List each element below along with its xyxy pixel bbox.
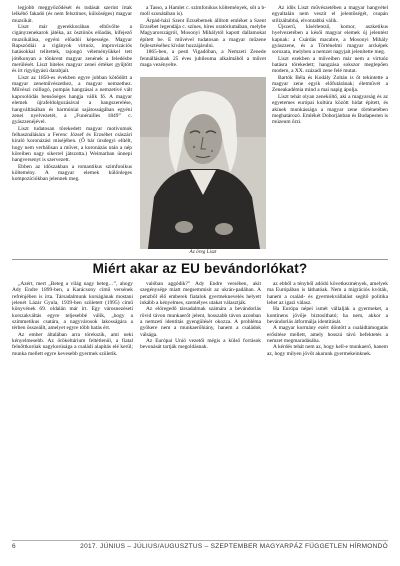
paragraph: Liszt már gyerekkorában elbűvölte a cigányzenekarok játéka, az ösztönös előadás, kifejező muzsikálása, egyéni előadói képessége. Magyar Rapszódiái a cigányok virtuóz, improvizációs hatásokkal telítettek, rajongó véleményükkel tett jótékonyan a tönkrent magyar zenének a feledésbe merülését. Liszt hiteles magyar zenei értéket gyűjtött és írt rigyógyású darabjait. bbox=[12, 24, 132, 75]
paragraph: Liszt ezekben a műveiben már nem a virtuóz hatásra törekedett; hangzása sokszor meglepően modern, a XX. századi zene felé mutat. bbox=[272, 55, 388, 75]
eu-article-column-1 bbox=[12, 281, 133, 536]
paragraph: a Tasso, a Hamlet c. szimfonikus költemények, sőt a b-moll szonátában is). bbox=[140, 5, 266, 18]
paragraph: „Azért, mert „Beteg a világ nagy beteg…”, ahogy Ady Endre 1899-ben, a Karácsony című versének refrénjében is írta. Társadalmunk korságának mostani jelenét Lázár Gyula, 1939-ben született (1995) című könyvének 69. oldalán már írt. Egy városnezéseti korszakváltás egyre teljesebbé válik, „hogy a szimmetikus csatára, a nagyvárosok lakosságára a térben összeállt, amelyet egyre több hatás ért. bbox=[12, 281, 133, 332]
paragraph: Az elöregedő társadalmak számára a bevándorlás rövid távon munkaerőt jelent, hosszabb távon azonban a nemzeti identitás gyengülését okozza. A probléma gyökere nem a munkaerőhiány, hanem a családok válsága. bbox=[140, 306, 261, 338]
liszt-article-column-2-text bbox=[140, 5, 266, 73]
page-footer bbox=[12, 543, 388, 553]
paragraph: Újszerű, kísérletező, komor, aszketikus hyelvezetében a késői magyar elemek új jelentést kapnak: a Csárdás macabre, a Mosonyi Mihály gyászzene, és a Történelmi magyar arcképek sorozata, melyben a nemzet nagyjait jelenítette meg. bbox=[272, 24, 388, 56]
paragraph: legjobb meggyőződését és tudását szerint írtak lelkébő fakadó (és nem felsztines, külsöséges) magyar muzsikát. bbox=[12, 5, 132, 24]
paragraph: 1865-ben, a pesti Vigadóban, a Nemzeti Zenede fennállásának 25 éves jubileuma alkalmából a művet maga vezényelte. bbox=[140, 49, 266, 69]
paragraph: az ebből a tényből adódó következmények, amelyek ma Európában is láthatóak. Nem a migrációs kvóták, hanem a család- és gyermekvállalást segítő politika lehet az igazi válasz. bbox=[267, 281, 388, 307]
eu-article bbox=[12, 281, 388, 536]
paragraph: Ha Európa népei ismét vállalják a gyermeket, a kontinens jövője biztosítható; ha nem, akkor a bevándorlás átformálja identitását. bbox=[267, 306, 388, 326]
section-divider bbox=[12, 259, 388, 260]
liszt-portrait-photo bbox=[140, 77, 266, 249]
footer-divider bbox=[12, 540, 388, 541]
paragraph: Az Európai Unió vezetői mégis a külső források bevonását tartják megoldásnak. bbox=[140, 338, 261, 351]
paragraph: Liszt tehát olyan zeneköltő, aki a magyarság és az egyetemes európai kultúra között hidat épített, és akinek munkássága a magyar zene történetében meghatározó. Emlékét Doborjánban és Budapesten is múzeum őrzi. bbox=[272, 93, 388, 126]
article-headline: Miért akar az EU bevándorlókat? bbox=[92, 261, 308, 276]
liszt-article-column-3 bbox=[272, 5, 388, 257]
eu-article-column-3 bbox=[267, 281, 388, 536]
paragraph: Ebben az időszakban a romantikus szimfonikus költemény. A magyar elemek különleges kompozíciókban jelennek meg. bbox=[12, 163, 132, 183]
photo-caption: Az öreg Liszt bbox=[189, 249, 217, 255]
liszt-article bbox=[12, 5, 388, 257]
liszt-article-column-1 bbox=[12, 5, 132, 257]
page-number: 6 bbox=[12, 543, 16, 550]
publication-info: 2017. JÚNIUS – JÚLIUS/AUGUSZTUS – SZEPTEMBER MAGYARPÁZ FÜGGETLEN HÍRMONDÓ bbox=[80, 543, 388, 550]
paragraph: Bartók Béla és Kodály Zoltán is őt tekintette a magyar zene egyik előfutárának; életművét a Zeneakadémia mind a mai napig ápolja. bbox=[272, 74, 388, 94]
paragraph: A magyar kormány ezért döntött a családtámogatás erősítése mellett, amely hosszú távú befektetés a nemzet megmaradásába. bbox=[267, 325, 388, 345]
liszt-article-column-2 bbox=[140, 5, 266, 257]
paragraph: Az ember általában arra törekszik, ami neki kényelmesebb. Az örökeltárium feltétlenül, a fiatal felnőttkorúak nagykorúsága a családi alapítás elé kerül; munka mellett egyre kevesebb gyermek születik. bbox=[12, 331, 133, 357]
paragraph: valóban aggódik?” Ady Endre versében, akit szegénysége miatt megsemmisít az ukrán-padában. A penzből élő emberek fiatalok gyermeknevelés helyett inkább a kényelmes, személyes utakat választják. bbox=[140, 281, 261, 307]
paragraph: Liszt az 1850-es években egyre jobban kötődött a magyar zeneművészethez, a magyar nemzethez. Művészi csillogó, pompás hangzásai a nemzetivé vált kapcsolódás bensőséges hangja válik fő. A magyar elemek újrafeldolgozásával a hangszerelése, hangváltásában és harmóniai sajátosságában egyéni zenei nyelvezetét, a „Funérailles 1849” c. gyászzenéjével. bbox=[12, 74, 132, 126]
paragraph: Az idős Liszt művészetében a magyar hangvétel egyaltalán nem veszít el jelentőségét, csupán stilizáltabbá, elvontabbá válik. bbox=[272, 5, 388, 24]
paragraph: Liszt tudatosan törekedett magyar motívumok felhasználására a Ferenc József és Erzsébet császári kiraló koronázási miséjében. (Ő bár úrsdegyi elítélt, hogy nem verbálisan a művet, a koronázás után a nép köreiben nagy sikerrel játszotta.) Weimarban ünnepi hangversenyt is szervezett. bbox=[12, 125, 132, 164]
eu-article-column-2 bbox=[140, 281, 261, 536]
paragraph: A kérdés tehát nem az, hogy kell-e munkaerő, hanem az, hogy milyen jövőt akarunk gyermekeinknek. bbox=[267, 344, 388, 357]
paragraph: Árpád-házi Szent Erzsébetnek állított emléket a Szent Erzsébet legendája c. színes, híres oratóriumában, melybe Magyarországról, Mosonyi Mihálytól kapott dallamokat épített be. E művével tudatosan a magyar műzene fejlesztéséhez kívánt hozzájárulni. bbox=[140, 17, 266, 50]
